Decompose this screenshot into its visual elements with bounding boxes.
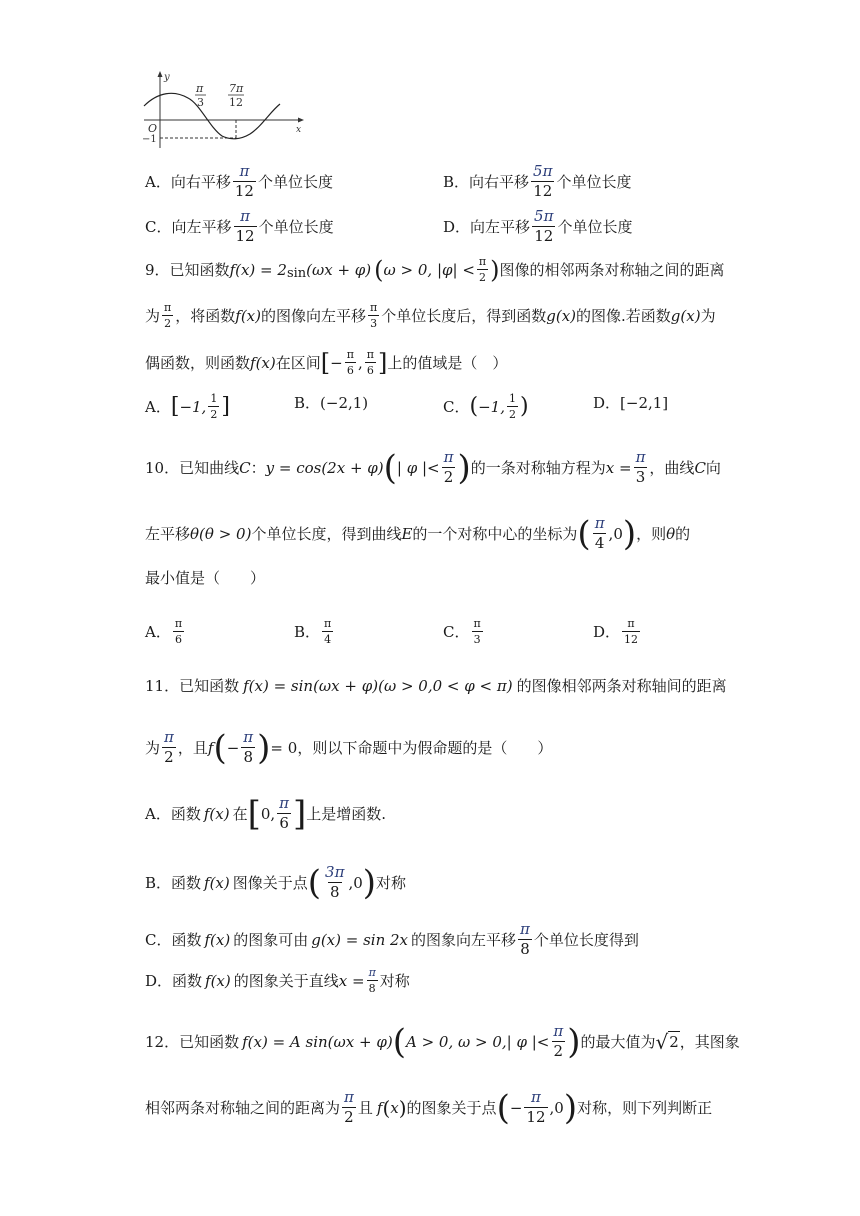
q10-option-d-frac: $\frac{\pi}{12}$ <box>624 617 639 646</box>
q11-option-a-zero: 0, <box>260 804 276 823</box>
q12-l1-sqrt: √ 2 <box>655 1030 679 1054</box>
q12-l2-minus: − <box>509 1098 523 1117</box>
tick2-num: 7π <box>229 82 244 95</box>
q11-option-a-b: 在 <box>232 804 248 823</box>
q9-l2-d: 个单位长度后，得到函数 <box>381 306 547 325</box>
q11-option-d-b: 的图象关于直线 <box>233 971 339 990</box>
q10-l1-C: C <box>239 458 251 477</box>
q9-option-b-text: (−2,1) <box>320 394 369 412</box>
sine-graph-figure <box>140 68 310 152</box>
q10-l2-frac: $\frac{\pi}{4}$ <box>594 514 605 552</box>
q11-option-b-b: 图像关于点 <box>232 873 308 892</box>
q10-l2-zero: ,0 <box>608 524 623 543</box>
q9-l2-f2: 为 <box>700 306 716 325</box>
q12-l2-paren-close: ) <box>563 1087 578 1128</box>
q10-l2-d: ，则 <box>636 524 667 543</box>
sine-curve <box>144 93 280 138</box>
q10-number: 10． <box>145 458 180 477</box>
q9-l1-cond-frac: $\frac{\pi}{2}$ <box>478 255 487 284</box>
q9-l3-c: 上的值域是（ ） <box>387 353 508 372</box>
q9-option-d[interactable] <box>593 393 668 413</box>
q8-option-c[interactable] <box>145 209 334 244</box>
y-axis-label: y <box>164 72 170 83</box>
q8-option-b-post: 个单位长度 <box>556 172 632 191</box>
q9-l3-bracket-open: [ <box>320 348 331 377</box>
q12-line-2 <box>145 1087 713 1128</box>
q9-option-a-text: −1, <box>179 397 207 416</box>
q8-option-c-fraction: $\frac{\pi}{12}$ <box>235 207 255 245</box>
q11-l1-b: 的图像相邻两条对称轴间的距离 <box>516 677 727 695</box>
q11-option-c-f: f(x) <box>204 930 231 949</box>
q10-l2-b: 个单位长度，得到曲线 <box>251 524 402 543</box>
q12-l2-frac2: $\frac{\pi}{12}$ <box>526 1088 546 1126</box>
q11-option-c-b: 的图象可由 <box>233 930 309 949</box>
q11-option-b-f: f(x) <box>204 873 230 892</box>
q10-line-2 <box>145 513 691 554</box>
q9-l1-sin: sin <box>286 265 307 281</box>
q11-l2-paren-close: ) <box>257 727 271 768</box>
q9-l3-frac2: $\frac{\pi}{6}$ <box>366 348 374 377</box>
q10-l2-e: 的 <box>675 524 691 543</box>
q10-l2-paren-open: ( <box>577 513 591 554</box>
q10-option-c-frac: $\frac{\pi}{3}$ <box>473 617 481 646</box>
q11-option-b-paren-open: ( <box>307 862 322 903</box>
q11-l1-eq: f(x) = sin(ωx + φ)(ω > 0,0 < φ < π) <box>243 677 513 695</box>
q10-l2-theta2: θ <box>666 524 676 543</box>
q11-option-a[interactable] <box>145 793 387 834</box>
q10-l1-paren-open: ( <box>383 447 397 488</box>
q8-option-d-pre: 向左平移 <box>470 217 531 236</box>
q11-option-a-f: f(x) <box>203 804 230 823</box>
q10-l2-c: 的一个对称中心的坐标为 <box>412 524 578 543</box>
tick1-num: π <box>196 82 204 95</box>
q11-option-a-bracket-close: ] <box>293 793 307 834</box>
q10-l1-a: 已知曲线 <box>179 458 240 477</box>
q12-l1-paren-open: ( <box>392 1021 406 1062</box>
q11-option-d-x: x = <box>338 971 365 990</box>
q9-l3-b: 在区间 <box>275 353 321 372</box>
q11-option-c[interactable] <box>145 922 639 957</box>
neg-one-label: −1 <box>142 134 157 145</box>
tick1-den: 3 <box>197 96 204 109</box>
q9-l3-minus: − <box>330 353 343 372</box>
q12-l1-c: ，其图象 <box>679 1032 740 1051</box>
q10-l1-C2: C <box>694 458 706 477</box>
q10-option-b[interactable] <box>294 618 335 645</box>
q9-number: 9． <box>145 260 170 279</box>
q9-l1-f: f(x) = 2 <box>229 260 287 279</box>
q8-option-a-fraction: $\frac{\pi}{12}$ <box>234 162 254 200</box>
q11-option-a-c: 上是增函数. <box>306 804 387 823</box>
q9-option-c-close: ) <box>519 393 529 419</box>
q9-l1-cond: ω > 0, |φ| < <box>383 260 475 279</box>
q11-line-2 <box>145 727 553 768</box>
q8-option-a-letter: A． <box>145 172 171 191</box>
q12-l2-x: x <box>390 1098 399 1117</box>
q11-l2-frac2: $\frac{\pi}{8}$ <box>243 728 254 766</box>
q12-l1-frac: $\frac{\pi}{2}$ <box>553 1022 564 1060</box>
q11-option-a-bracket-open: [ <box>247 793 261 834</box>
q12-l1-a: 已知函数 <box>179 1032 240 1051</box>
q11-l2-paren-open: ( <box>213 727 227 768</box>
q12-l2-paren-open: ( <box>496 1087 510 1128</box>
q8-option-d-post: 个单位长度 <box>557 217 633 236</box>
q11-l2-frac: $\frac{\pi}{2}$ <box>164 728 174 766</box>
q10-l2-paren-close: ) <box>622 513 637 554</box>
q9-l3-f: f(x) <box>250 353 276 372</box>
q11-option-b[interactable] <box>145 862 407 903</box>
q11-option-a-a: A．函数 <box>145 804 201 823</box>
q11-l2-c: ，则以下命题中为假命题的是（ ） <box>297 738 553 757</box>
q9-l1-paren-open: ( <box>374 255 384 284</box>
q11-option-a-frac: $\frac{\pi}{6}$ <box>279 794 290 832</box>
q8-option-a-post: 个单位长度 <box>257 172 333 191</box>
q10-option-b-frac: $\frac{\pi}{4}$ <box>324 617 332 646</box>
q9-option-a-close: ] <box>221 393 230 419</box>
q11-option-c-g: g(x) = sin 2x <box>311 930 409 949</box>
q11-line-1 <box>145 676 727 696</box>
q9-l2-b: ，将函数 <box>175 306 236 325</box>
q10-option-a-frac: $\frac{\pi}{6}$ <box>174 617 183 646</box>
q10-option-d[interactable] <box>593 618 642 645</box>
q8-option-d[interactable] <box>443 209 632 244</box>
q11-option-b-frac: $\frac{3\pi}{8}$ <box>325 863 345 901</box>
q12-l2-c: 的图象关于点 <box>406 1098 497 1117</box>
q9-option-a-open: [ <box>170 393 180 419</box>
q9-line-3 <box>145 349 507 376</box>
q12-line-1 <box>145 1021 740 1062</box>
q12-l2-d: 对称，则下列判断正 <box>577 1098 713 1117</box>
q10-option-c[interactable] <box>443 618 485 645</box>
q9-l2-g2: g(x) <box>670 306 701 325</box>
q10-option-b-letter: B． <box>294 622 321 641</box>
q9-option-c-open: ( <box>469 393 479 419</box>
q9-option-a-letter: A． <box>145 397 171 416</box>
q9-option-c-text: −1, <box>478 397 505 416</box>
tick2-den: 12 <box>229 96 243 109</box>
q12-l2-frac: $\frac{\pi}{2}$ <box>344 1088 354 1126</box>
q10-line-3 <box>145 568 265 588</box>
q9-l3-a: 偶函数，则函数 <box>145 353 251 372</box>
q12-l2-a: 相邻两条对称轴之间的距离为 <box>145 1098 341 1117</box>
q11-l1-a: 已知函数 <box>179 677 240 695</box>
q8-option-c-letter: C． <box>145 217 172 236</box>
q10-l2-a: 左平移 <box>145 524 191 543</box>
q10-line-1 <box>145 447 721 488</box>
q10-l1-paren-close: ) <box>457 447 471 488</box>
y-axis-arrow <box>158 71 163 77</box>
q9-l2-e: 的图像.若函数 <box>576 306 671 325</box>
q8-option-a-pre: 向右平移 <box>170 172 231 191</box>
q11-option-c-a: C．函数 <box>145 930 202 949</box>
q10-l1-frac: $\frac{\pi}{2}$ <box>443 448 454 486</box>
q11-l2-a: 为 <box>145 738 161 757</box>
q11-option-b-zero: ,0 <box>348 873 363 892</box>
q12-l2-zero: ,0 <box>549 1098 564 1117</box>
q10-l1-frac2: $\frac{\pi}{3}$ <box>635 448 646 486</box>
q10-l1-d: 向 <box>705 458 721 477</box>
q10-l2-E: E <box>401 524 413 543</box>
q9-l3-frac1: $\frac{\pi}{6}$ <box>346 348 354 377</box>
q11-option-b-a: B．函数 <box>145 873 202 892</box>
q9-option-a-frac: $\frac{1}{2}$ <box>210 392 218 421</box>
q8-option-b-fraction: $\frac{5\pi}{12}$ <box>533 162 553 200</box>
q11-option-d-c: 对称 <box>379 971 410 990</box>
q11-option-d[interactable] <box>145 967 410 994</box>
q12-l2-paren-open-small: ( <box>382 1095 391 1120</box>
q12-l1-eq: f(x) = A sin(ωx + φ) <box>242 1032 393 1051</box>
q10-l1-cond: | φ |< <box>396 458 440 477</box>
q10-l1-c: ，曲线 <box>649 458 695 477</box>
x-axis-label: x <box>296 125 302 135</box>
origin-label: O <box>148 122 158 135</box>
q8-option-c-pre: 向左平移 <box>171 217 232 236</box>
q9-l2-f: f(x) <box>235 306 261 325</box>
q10-option-a[interactable] <box>145 618 186 645</box>
q11-option-d-a: D．函数 <box>145 971 203 990</box>
x-axis-arrow <box>298 118 304 123</box>
q10-l2-theta: θ(θ > 0) <box>190 524 252 543</box>
q12-number: 12． <box>145 1032 180 1051</box>
q11-number: 11． <box>145 677 180 695</box>
q11-l2-f: f <box>207 738 214 757</box>
q9-line-1 <box>145 256 725 283</box>
q9-l1-a: 已知函数 <box>169 260 230 279</box>
q9-l3-comma: , <box>357 353 363 372</box>
q9-option-b-letter: B． <box>294 394 321 412</box>
q8-option-a[interactable] <box>145 164 333 199</box>
q9-option-d-letter: D． <box>593 394 621 412</box>
q10-l1-b: 的一条对称轴方程为 <box>470 458 606 477</box>
q9-l1-b: 图像的相邻两条对称轴之间的距离 <box>499 260 725 279</box>
q12-l2-b: 且 <box>357 1098 373 1117</box>
q10-l1-x: x = <box>605 458 632 477</box>
q8-option-b[interactable] <box>443 164 631 199</box>
q10-option-a-letter: A． <box>145 622 171 641</box>
q11-option-c-d: 个单位长度得到 <box>533 930 639 949</box>
q9-l1-arg: (ωx + φ) <box>306 260 372 279</box>
q9-line-2 <box>145 302 716 329</box>
q11-option-d-f: f(x) <box>205 971 231 990</box>
q8-option-b-pre: 向右平移 <box>469 172 530 191</box>
q9-l2-c: 的图像向左平移 <box>260 306 366 325</box>
q11-l2-minus: − <box>226 738 240 757</box>
q8-option-d-letter: D． <box>443 217 471 236</box>
q10-option-d-letter: D． <box>593 622 621 641</box>
q8-option-d-fraction: $\frac{5\pi}{12}$ <box>534 207 554 245</box>
q12-l2-f: f <box>376 1098 383 1117</box>
q11-l2-b: ，且 <box>177 738 208 757</box>
q11-option-c-frac: $\frac{\pi}{8}$ <box>520 920 530 958</box>
q10-l1-eq: y = cos(2x + φ) <box>265 458 384 477</box>
q9-l2-a: 为 <box>145 306 161 325</box>
q9-l3-bracket-close: ] <box>377 348 388 377</box>
q9-option-d-text: [−2,1] <box>620 394 669 412</box>
q9-option-c-frac: $\frac{1}{2}$ <box>508 392 516 421</box>
q11-option-d-frac: $\frac{\pi}{8}$ <box>368 966 376 995</box>
q11-option-c-c: 的图象向左平移 <box>411 930 517 949</box>
q9-l1-paren-close: ) <box>490 255 500 284</box>
q12-l2-paren-close-small: ) <box>398 1095 407 1120</box>
q10-l3: 最小值是（ ） <box>145 569 266 587</box>
q11-option-b-c: 对称 <box>376 873 407 892</box>
q9-l2-g: g(x) <box>546 306 577 325</box>
q9-l2-frac: $\frac{\pi}{2}$ <box>164 301 172 330</box>
q8-option-b-letter: B． <box>443 172 470 191</box>
q10-option-c-letter: C． <box>443 622 470 641</box>
q9-option-c-letter: C． <box>443 397 470 416</box>
q9-option-a[interactable] <box>145 393 230 420</box>
q8-option-c-post: 个单位长度 <box>258 217 334 236</box>
q10-l1-colon: ： <box>250 458 266 477</box>
q12-l1-paren-close: ) <box>567 1021 581 1062</box>
q9-option-b[interactable] <box>294 393 368 413</box>
q12-l1-b: 的最大值为 <box>580 1032 656 1051</box>
q9-l2-frac2: $\frac{\pi}{3}$ <box>370 301 378 330</box>
q11-option-b-paren-close: ) <box>362 862 377 903</box>
q12-l1-cond: A > 0, ω > 0,| φ |< <box>405 1032 550 1051</box>
q9-option-c[interactable] <box>443 393 529 420</box>
q11-l2-eq0: = 0 <box>270 738 298 757</box>
